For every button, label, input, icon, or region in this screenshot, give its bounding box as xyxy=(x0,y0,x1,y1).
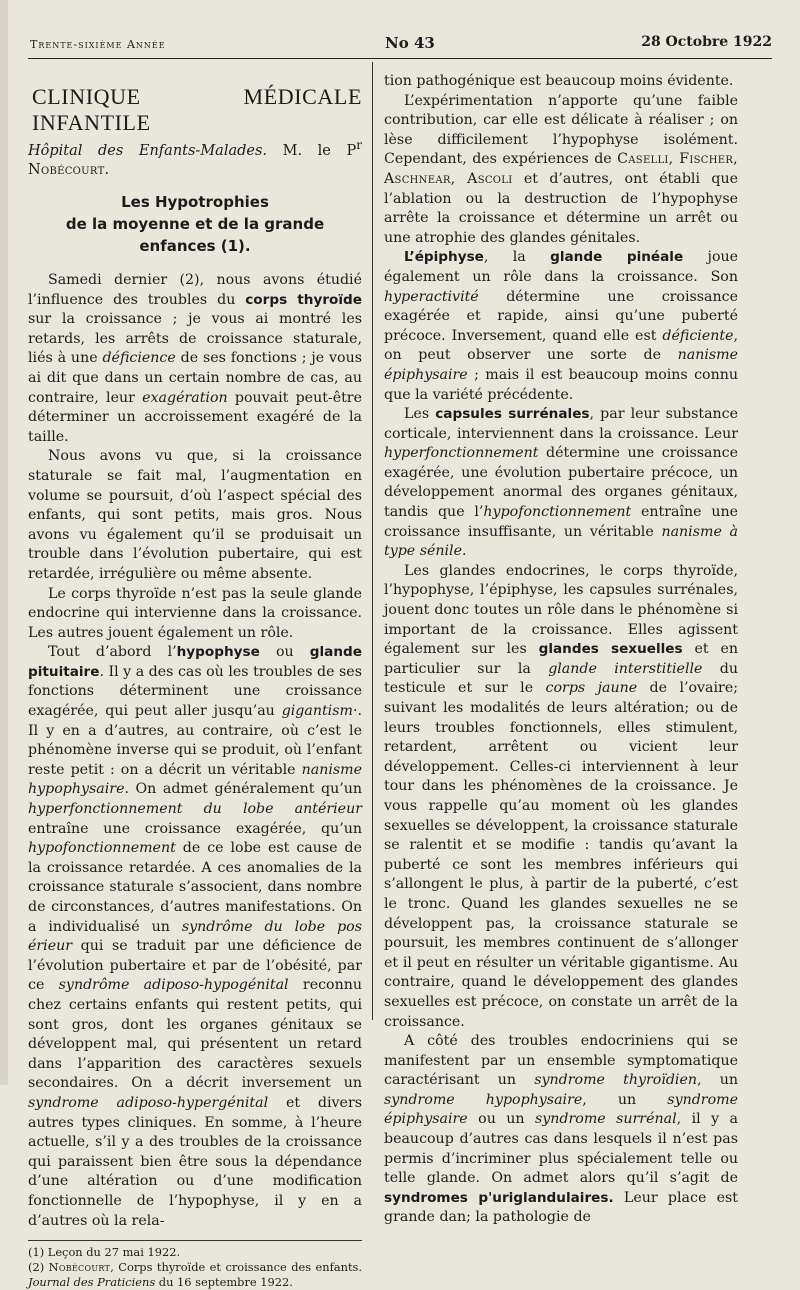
header-year: Trente-sixième Année xyxy=(30,38,166,51)
text-run: de l’ovaire; suivant les modalités de leurs altération; ou de leurs troubles fonctionnels, elles stimulent, retardent, arrêtent ou vicient leur développement. Celles-ci interviennent à leur tour dans les phénomènes de la croissance. Je vous rappelle qu’au moment où les glandes sexuelles se développent, la croissance staturale se ralentit et se modifie : tandis qu’avant la puberté ce sont les membres inférieurs qui s’allongent le plus, à partir de la puberté, c’est le tronc. Quand les glandes sexuelles ne se développent pas, la croissance staturale se poursuit, les membres continuent de s’allonger et il peut en résulter un véritable gigantisme. Au contraire, quand le développement des glandes sexuelles est précoce, on constate un arrêt de la croissance. xyxy=(384,680,739,1030)
bold-term: glande pituitaire xyxy=(28,644,362,680)
text-run: , Corps thyroïde et croissance des enfants. xyxy=(110,1260,362,1275)
italic-term: hypofonctionnement xyxy=(483,504,632,521)
text-run: joue également un rôle dans la croissance. Son xyxy=(384,249,739,285)
page-edge-shadow xyxy=(0,0,8,1085)
text-run: . Il y a des cas où les troubles de ses fonctions déterminent une croissance exagérée, qui peut aller jusqu’au xyxy=(28,663,362,720)
text-run: Samedi dernier (2), nous avons étudié l’influence des troubles du xyxy=(28,272,362,308)
text-run: détermine une croissance exagérée et rapide, ainsi qu’une puberté précoce. Inversement, quand elle est xyxy=(384,288,738,344)
text-run: de ses fonctions ; je vous ai dit que dans un certain nombre de cas, au contraire, leur xyxy=(28,350,362,406)
header-issue-number: No 43 xyxy=(385,34,435,52)
text-run: , la xyxy=(483,249,551,266)
text-run: et divers autres types cliniques. En somme, à l’heure actuelle, s’il y a des troubles de la croissance qui paraissent bien être sous la dépendance d’une altération ou d’une modification fonctionnelle de l’hypophyse, il y en a d’autres où la rela- xyxy=(28,1094,363,1229)
bold-term: capsules surrénales xyxy=(435,406,590,423)
footnote-rule xyxy=(28,1240,362,1241)
hospital-sup: r xyxy=(356,138,362,152)
paragraph-r6 xyxy=(384,1032,738,1228)
text-run: ou xyxy=(259,644,310,661)
author-name: Nobécourt xyxy=(48,1260,111,1275)
italic-term: syndrome thyroïdien xyxy=(534,1072,697,1089)
italic-term: syndrôme adiposo-hypogénital xyxy=(58,977,289,994)
text-run: , on peut observer une sorte de xyxy=(384,327,738,364)
paragraph-4 xyxy=(28,643,362,1231)
italic-term: exagération xyxy=(142,389,228,406)
italic-term: gigantism xyxy=(281,703,353,720)
text-run: . xyxy=(462,543,467,560)
italic-term: nanisme hypophysaire xyxy=(28,761,362,798)
paragraph-r1: tion pathogénique est beaucoup moins évidente. xyxy=(384,73,734,89)
column-divider xyxy=(372,62,373,1020)
article-title xyxy=(28,191,362,257)
bold-term: glandes sexuelles xyxy=(538,641,683,658)
italic-term: glande interstitielle xyxy=(548,660,703,677)
text-run: pouvait peut-être déterminer un accroissement exagéré de la taille. xyxy=(28,389,362,445)
footnote-2 xyxy=(28,1260,362,1290)
header-date: 28 Octobre 1922 xyxy=(641,34,772,50)
paragraph-r2 xyxy=(384,92,738,249)
italic-term: syndrôme du lobe pos érieur xyxy=(28,918,362,955)
text-run: L’expérimentation n’apporte qu’une faible contribution, car elle est délicate à réaliser ; on lèse difficilement l’hypophyse isolément. Cependant, des expériences de xyxy=(384,92,738,168)
italic-term: syndrome adiposo-hypergénital xyxy=(28,1094,269,1111)
italic-term: nanisme épiphysaire xyxy=(384,347,738,383)
bold-term: hypophyse xyxy=(176,644,260,661)
italic-term: nanisme à type sénile xyxy=(384,523,738,560)
text-run: et en particulier sur la xyxy=(384,641,738,677)
text-run: et d’autres, ont établi que l’ablation ou la destruction de l’hypophyse arrête la croissance et détermine un arrêt ou une atrophie des glandes génitales. xyxy=(384,170,738,246)
bold-term: glande pinéale xyxy=(550,249,684,266)
article-title-line2: de la moyenne et de la grande enfances (1). xyxy=(65,215,325,256)
paragraph-r4 xyxy=(384,405,738,562)
running-header xyxy=(30,30,772,60)
text-run: Leur place est grande dan; la pathologie de xyxy=(384,1189,738,1226)
text-run: ; mais il est beaucoup moins connu que la variété précédente. xyxy=(384,366,738,403)
professor-name: Nobécourt. xyxy=(28,162,110,179)
italic-term: corps jaune xyxy=(545,680,638,697)
hospital-place: Hôpital des Enfants-Malades. xyxy=(28,142,268,159)
text-run: Les glandes endocrines, le corps thyroïde, l’hypophyse, l’épiphyse, les capsules surrénales, jouent donc toutes un rôle dans le phénomène si important de la croissance. Elles agissent également sur les xyxy=(384,562,738,658)
text-run: ·. Il y en a d’autres, au contraire, où c’est le phénomène inverse qui se produit, où l’enfant reste petit : on a décrit un véritable xyxy=(28,703,362,778)
paragraph-2: Nous avons vu que, si la croissance staturale se fait mal, l’augmentation en volume se poursuit, d’où l’aspect spécial des enfants, qui sont petits, mais gros. Nous avons vu également qu’il se produisait un trouble dans l’évolution pubertaire, qui est retardée, irrégulière ou même absente. xyxy=(28,448,362,582)
article-title-line1: Les Hypotrophies xyxy=(121,193,269,212)
bold-term: syndromes p'uriglandulaires. xyxy=(384,1189,614,1206)
italic-term: hypofonctionnement xyxy=(28,840,176,857)
italic-term: déficience xyxy=(102,350,176,367)
text-run: Tout d’abord l’ xyxy=(48,644,177,661)
text-run: , un xyxy=(582,1091,668,1108)
hospital-prefix: M. le P xyxy=(267,142,357,159)
header-rule xyxy=(28,58,772,59)
text-run: du testicule et sur le xyxy=(384,660,739,697)
journal-name: Journal des Praticiens xyxy=(28,1275,156,1290)
bold-term: L’épiphyse xyxy=(404,249,484,266)
text-run: qui se traduit par une déficience de l’évolution pubertaire et par de l’obésité, par ce xyxy=(28,938,362,994)
text-run: , un xyxy=(697,1072,738,1089)
paragraph-r5 xyxy=(384,562,738,1032)
author-names: Caselli, Fischer, Aschnear, Ascoli xyxy=(384,151,738,187)
text-run: A côté des troubles endocriniens qui se manifestent par un ensemble symptomatique caractérisant un xyxy=(384,1033,738,1089)
text-run: entraîne une croissance insuffisante, un véritable xyxy=(384,504,738,540)
italic-term: syndrome épiphysaire xyxy=(384,1091,738,1128)
paragraph-3: Le corps thyroïde n’est pas la seule glande endocrine qui intervienne dans la croissance. Les autres jouent également un rôle. xyxy=(28,585,362,641)
italic-term: syndrome surrénal xyxy=(534,1111,677,1128)
footnote-1: (1) Leçon du 27 mai 1922. xyxy=(28,1245,181,1260)
text-run: du 16 septembre 1922. xyxy=(155,1275,293,1290)
text-run: de ce lobe est cause de la croissance retardée. A ces anomalies de la croissance staturale s’associent, dans nombre de circonstances, d’autres manifestations. On a individualisé un xyxy=(28,840,362,935)
section-title: CLINIQUE MÉDICALE INFANTILE xyxy=(32,84,362,135)
italic-term: hyperfonctionnement xyxy=(384,445,539,462)
text-run: Les xyxy=(404,406,436,423)
text-run: , par leur substance corticale, interviennent dans la croissance. Leur xyxy=(384,406,739,442)
text-run: (2) xyxy=(28,1260,49,1275)
text-run: entraîne une croissance exagérée, qu’un xyxy=(28,820,362,837)
text-run: reconnu chez certains enfants qui restent petits, qui sont gros, dont les organes génitaux se développent mal, qui présentent un retard dans l’apparition des caractères sexuels secondaires. On a décrit inversement un xyxy=(28,977,362,1092)
hospital-line xyxy=(28,136,362,181)
italic-term: hyperfonctionnement du lobe antérieur xyxy=(28,801,362,818)
text-run: détermine une croissance exagérée, une évolution pubertaire précoce, un développement anormal des organes génitaux, tandis que l’ xyxy=(384,445,738,521)
italic-term: déficiente xyxy=(662,327,734,344)
text-run: sur la croissance ; je vous ai montré les retards, les arrêts de croissance staturale, liés à une xyxy=(28,311,362,367)
italic-term: hyperactivité xyxy=(384,288,479,305)
right-column xyxy=(384,72,738,1228)
paragraph-r3 xyxy=(384,248,738,405)
paragraph-1 xyxy=(28,271,362,447)
bold-term: corps thyroïde xyxy=(245,291,362,308)
text-run: . On admet généralement qu’un xyxy=(124,781,362,798)
text-run: , il y a beaucoup d’autres cas dans lesquels il n’est pas permis d’incriminer plus spécialement telle ou telle glande. On admet alors qu’il s’agit de xyxy=(384,1111,738,1187)
left-column xyxy=(28,72,362,1290)
italic-term: syndrome hypophysaire xyxy=(384,1091,583,1108)
text-run: ou un xyxy=(467,1111,535,1128)
